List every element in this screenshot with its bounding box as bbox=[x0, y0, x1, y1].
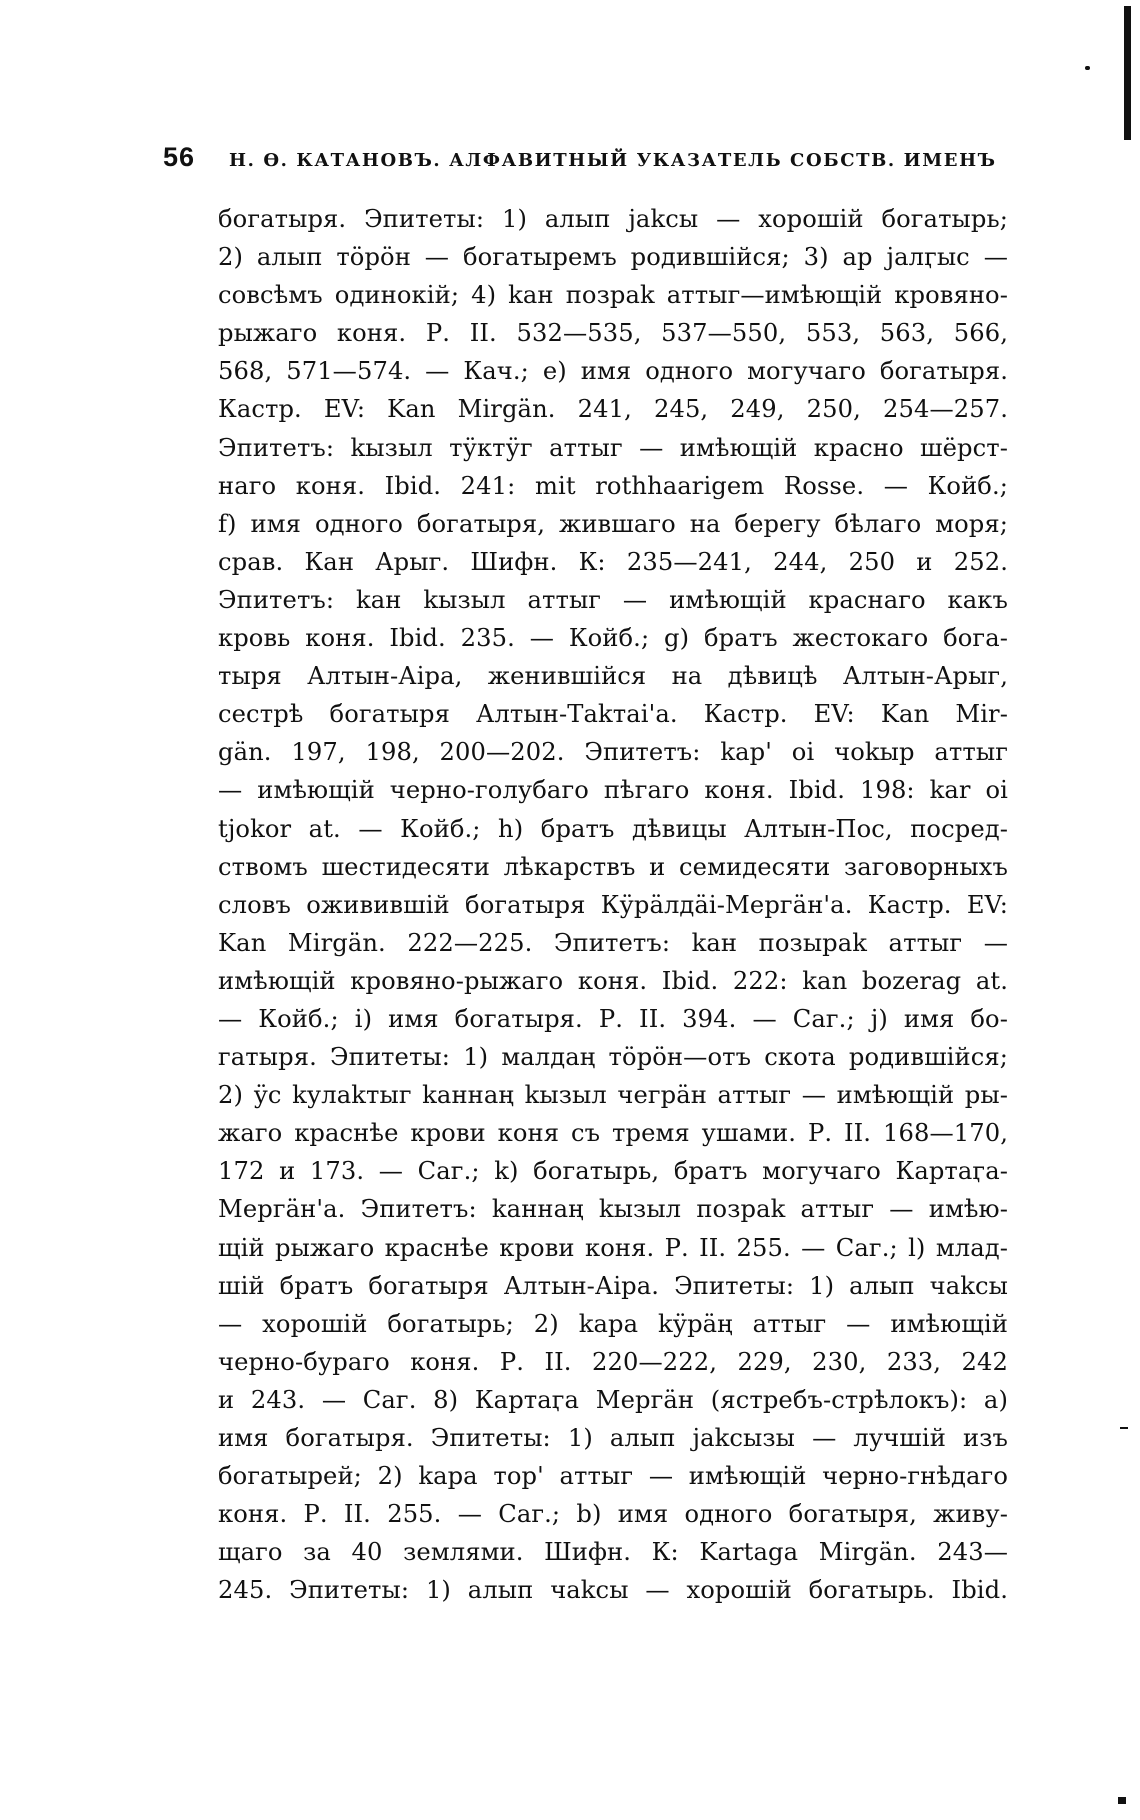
text-line: gän. 197, 198, 200—202. Эпитетъ: kар' оі чоkыр аттыг bbox=[218, 738, 1008, 767]
text-line: щій рыжаго краснѣе крови коня. Р. II. 255. — Саг.; l) млад- bbox=[218, 1233, 1008, 1262]
text-line: Эпитетъ: kан kызыл аттыг — имѣющій краснаго какъ bbox=[218, 585, 1008, 614]
scan-speck bbox=[1085, 66, 1090, 70]
text-line: жаго краснѣе крови коня съ тремя ушами. Р. II. 168—170, bbox=[218, 1119, 1008, 1148]
text-line: — Койб.; i) имя богатыря. Р. II. 394. — Саг.; j) имя бо- bbox=[218, 1004, 1008, 1033]
text-line: 2) алып тӧрӧн — богатыремъ родившійся; 3) ар јалӷыс — bbox=[218, 243, 1008, 272]
text-line: рыжаго коня. Р. II. 532—535, 537—550, 553, 563, 566, bbox=[218, 319, 1008, 348]
text-line: f) имя одного богатыря, жившаго на берегу бѣлаго моря; bbox=[218, 509, 1008, 538]
text-line: имѣющій кровяно-рыжаго коня. Ibid. 222: kan bozerag at. bbox=[218, 966, 1008, 995]
text-line: гатыря. Эпитеты: 1) малдаң тӧрӧн—отъ скота родившійся; bbox=[218, 1043, 1008, 1072]
page-header bbox=[163, 142, 1003, 182]
text-line: и 243. — Саг. 8) Картаӷа Мергäн (ястребъ-стрѣлокъ): а) bbox=[218, 1385, 1008, 1414]
text-line: Эпитетъ: kызыл тӱктӱг аттыг — имѣющій красно шёрст- bbox=[218, 433, 1008, 462]
text-line: имя богатыря. Эпитеты: 1) алып јаkсызы — лучшій изъ bbox=[218, 1424, 1008, 1452]
page-number: 56 bbox=[163, 142, 196, 172]
text-line: 245. Эпитеты: 1) алып чаkсы — хорошій богатырь. Ibid. bbox=[218, 1576, 1008, 1605]
text-line: Мергäн'а. Эпитетъ: kаннаң kызыл позраk аттыг — имѣю- bbox=[218, 1195, 1008, 1224]
text-line: словъ оживившій богатыря Кӱрäлдäі-Мергäн'а. Кастр. EV: bbox=[218, 890, 1008, 919]
text-line: коня. Р. II. 255. — Саг.; b) имя одного богатыря, живу- bbox=[218, 1500, 1008, 1529]
scan-edge-dash bbox=[1120, 1427, 1128, 1429]
text-line: срав. Кан Арыг. Шифн. К: 235—241, 244, 250 и 252. bbox=[218, 547, 1008, 576]
text-line: кровь коня. Ibid. 235. — Койб.; g) братъ жестокаго бога- bbox=[218, 624, 1008, 653]
text-line: — хорошій богатырь; 2) kара kӱрäң аттыг — имѣющій bbox=[218, 1309, 1008, 1338]
text-line: 568, 571—574. — Кач.; е) имя одного могучаго богатыря. bbox=[218, 357, 1008, 386]
body-text bbox=[218, 200, 1008, 1609]
text-line: tjokor at. — Койб.; h) братъ дѣвицы Алтын-Пос, посред- bbox=[218, 814, 1008, 843]
scan-speck bbox=[1118, 1797, 1126, 1804]
text-line: 172 и 173. — Саг.; k) богатырь, братъ могучаго Картаӷа- bbox=[218, 1157, 1008, 1186]
text-line: наго коня. Ibid. 241: mit rothhaarigem Rosse. — Койб.; bbox=[218, 471, 1008, 500]
text-line: черно-бураго коня. Р. II. 220—222, 229, 230, 233, 242 bbox=[218, 1347, 1008, 1376]
text-line: Kan Mirgän. 222—225. Эпитетъ: kан позыраk аттыг — bbox=[218, 928, 1008, 957]
text-line: богатырей; 2) kара тор' аттыг — имѣющій черно-гнѣдаго bbox=[218, 1462, 1008, 1491]
text-line: тыря Алтын-Аіра, женившійся на дѣвицѣ Алтын-Арыг, bbox=[218, 662, 1008, 691]
text-line: совсѣмъ одинокій; 4) kан позраk аттыг—имѣющій кровяно- bbox=[218, 281, 1008, 310]
text-line: 2) ӱс kулаkтыг kаннаң kызыл чегрäн аттыг — имѣющій ры- bbox=[218, 1081, 1008, 1110]
text-line: богатыря. Эпитеты: 1) алып јаkсы — хорошій богатырь; bbox=[218, 205, 1008, 233]
text-line: щаго за 40 землями. Шифн. К: Kartaga Mirgän. 243— bbox=[218, 1538, 1008, 1567]
running-head: Н. Ө. КАТАНОВЪ. АЛФАВИТНЫЙ УКАЗАТЕЛЬ СОБСТВ. ИМЕНЪ bbox=[229, 150, 997, 171]
text-line: шій братъ богатыря Алтын-Аіра. Эпитеты: 1) алып чаkсы bbox=[218, 1271, 1008, 1300]
scan-edge-mark bbox=[1124, 6, 1131, 140]
text-line: ствомъ шестидесяти лѣкарствъ и семидесяти заговорныхъ bbox=[218, 852, 1008, 881]
text-line: сестрѣ богатыря Алтын-Таkтаі'а. Кастр. EV: Kan Mir- bbox=[218, 700, 1008, 729]
text-line: — имѣющій черно-голубаго пѣгаго коня. Ibid. 198: kar oi bbox=[218, 776, 1008, 805]
text-line: Кастр. EV: Kan Mirgän. 241, 245, 249, 250, 254—257. bbox=[218, 395, 1008, 424]
